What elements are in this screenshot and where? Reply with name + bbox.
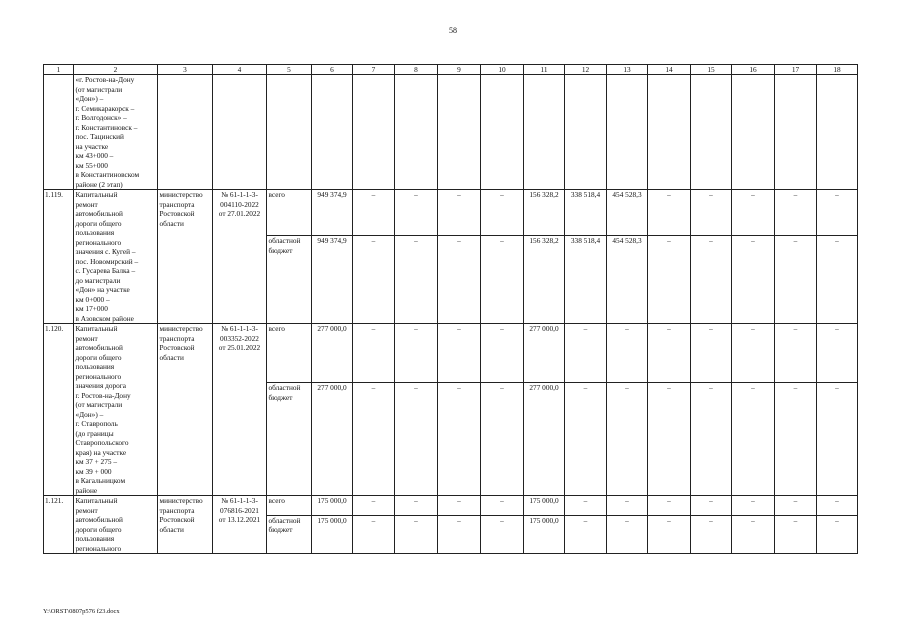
object-name: Капитальный ремонт автомобильной дороги общего пользования регионального значения с. Кугей – пос. Новомирский – с. Гусарева Балка – до магистрали «Дон» на участке км 0+000 – км 17+000 в Азовском районе [74,190,158,324]
amount-cell: – [353,515,395,553]
empty-cell [395,75,438,190]
amount-cell: – [481,236,524,324]
executor-name: министерство транспорта Ростовской области [158,496,213,554]
amount-cell: – [732,496,775,516]
column-number: 17 [775,65,817,75]
empty-cell [158,75,213,190]
amount-cell: – [565,383,607,496]
document-number: № 61-1-1-3- 076816-2021 от 13.12.2021 [213,496,267,554]
amount-cell: – [775,383,817,496]
amount-cell: – [395,383,438,496]
amount-cell: – [481,515,524,553]
amount-cell: 175 000,0 [524,496,565,516]
empty-cell [607,75,648,190]
amount-cell: – [607,496,648,516]
amount-cell: – [775,496,817,516]
amount-cell: – [648,236,691,324]
amount-cell: – [732,190,775,236]
amount-cell: 277 000,0 [524,383,565,496]
amount-cell: – [395,324,438,383]
executor-name: министерство транспорта Ростовской области [158,324,213,496]
empty-cell [817,75,858,190]
amount-cell: – [438,383,481,496]
empty-cell [481,75,524,190]
amount-cell: – [691,496,732,516]
amount-cell: – [607,324,648,383]
column-number: 1 [44,65,74,75]
footer-file-path: Y:\ORST\0807p576 f23.docx [43,608,120,615]
column-number: 13 [607,65,648,75]
amount-cell: – [353,190,395,236]
object-name: «г. Ростов-на-Дону (от магистрали «Дон») – г. Семикаракорск – г. Волгодонск» – г. Константиновск – пос. Тацинский на участке км 43+000 – км 55+000 в Константиновском районе (2 этап) [74,75,158,190]
column-number: 9 [438,65,481,75]
amount-cell: – [732,236,775,324]
empty-cell [44,75,74,190]
empty-cell [438,75,481,190]
amount-cell: – [438,515,481,553]
row-number: 1.120. [44,324,74,496]
document-number: № 61-1-1-3- 003352-2022 от 25.01.2022 [213,324,267,496]
amount-cell: – [775,515,817,553]
amount-cell: – [691,383,732,496]
column-number: 14 [648,65,691,75]
amount-cell: – [648,190,691,236]
amount-cell: – [817,190,858,236]
row-number: 1.121. [44,496,74,554]
table-row [44,324,858,383]
amount-cell: – [732,324,775,383]
amount-cell: – [565,496,607,516]
row-number: 1.119. [44,190,74,324]
amount-cell: – [353,383,395,496]
amount-cell: – [732,383,775,496]
object-name: Капитальный ремонт автомобильной дороги общего пользования регионального значения дорога г. Ростов-на-Дону (от магистрали «Дон») – г. Ставрополь (до границы Ставропольского края) на участке км 37 + 275 – км 39 + 000 в Кагальницком районе [74,324,158,496]
amount-cell: 338 518,4 [565,236,607,324]
amount-cell: 156 328,2 [524,190,565,236]
column-number: 7 [353,65,395,75]
amount-cell: – [438,236,481,324]
column-number: 6 [312,65,353,75]
amount-cell: 338 518,4 [565,190,607,236]
amount-cell: – [395,190,438,236]
amount-cell: – [438,496,481,516]
amount-cell: – [481,383,524,496]
column-number: 18 [817,65,858,75]
amount-cell: – [395,236,438,324]
table-row [44,190,858,236]
column-number: 5 [267,65,312,75]
table-row [44,75,858,190]
document-number: № 61-1-1-3- 004110-2022 от 27.01.2022 [213,190,267,324]
column-number: 10 [481,65,524,75]
amount-cell: – [648,383,691,496]
funding-source: всего [267,190,312,236]
amount-cell: – [817,515,858,553]
empty-cell [524,75,565,190]
amount-cell: – [648,515,691,553]
executor-name: министерство транспорта Ростовской области [158,190,213,324]
amount-cell: – [353,496,395,516]
amount-cell: 454 528,3 [607,190,648,236]
amount-cell: – [607,515,648,553]
funding-source: всего [267,324,312,383]
amount-cell: – [481,190,524,236]
column-number: 8 [395,65,438,75]
amount-cell: – [438,324,481,383]
amount-cell: – [817,324,858,383]
amount-cell: – [481,324,524,383]
funding-source: областной бюджет [267,515,312,553]
amount-cell: – [565,324,607,383]
column-number: 15 [691,65,732,75]
amount-cell: 175 000,0 [524,515,565,553]
empty-cell [312,75,353,190]
amount-cell: 175 000,0 [312,496,353,516]
amount-cell: 949 374,9 [312,190,353,236]
amount-cell: – [691,324,732,383]
amount-cell: – [395,515,438,553]
empty-cell [353,75,395,190]
amount-cell: 175 000,0 [312,515,353,553]
column-number: 2 [74,65,158,75]
amount-cell: 454 528,3 [607,236,648,324]
amount-cell: – [775,190,817,236]
amount-cell: – [817,496,858,516]
funding-source: всего [267,496,312,516]
column-number: 12 [565,65,607,75]
empty-cell [648,75,691,190]
amount-cell: 949 374,9 [312,236,353,324]
column-number: 11 [524,65,565,75]
column-number: 4 [213,65,267,75]
amount-cell: – [607,383,648,496]
empty-cell [691,75,732,190]
amount-cell: – [438,190,481,236]
table-row [44,496,858,516]
amount-cell: – [817,383,858,496]
amount-cell: – [648,324,691,383]
object-name: Капитальный ремонт автомобильной дороги общего пользования регионального [74,496,158,554]
budget-table [43,64,858,554]
amount-cell: 277 000,0 [312,324,353,383]
amount-cell: 156 328,2 [524,236,565,324]
amount-cell: – [481,496,524,516]
amount-cell: – [775,324,817,383]
empty-cell [213,75,267,190]
column-number: 16 [732,65,775,75]
funding-source: областной бюджет [267,383,312,496]
empty-cell [775,75,817,190]
page-number: 58 [449,26,457,35]
amount-cell: – [817,236,858,324]
amount-cell: – [732,515,775,553]
amount-cell: – [648,496,691,516]
amount-cell: – [691,515,732,553]
empty-cell [565,75,607,190]
empty-cell [267,75,312,190]
amount-cell: – [353,324,395,383]
amount-cell: – [775,236,817,324]
amount-cell: – [353,236,395,324]
amount-cell: – [691,190,732,236]
amount-cell: – [565,515,607,553]
amount-cell: – [395,496,438,516]
funding-source: областной бюджет [267,236,312,324]
amount-cell: 277 000,0 [524,324,565,383]
amount-cell: 277 000,0 [312,383,353,496]
column-number-row [44,65,858,75]
column-number: 3 [158,65,213,75]
empty-cell [732,75,775,190]
amount-cell: – [691,236,732,324]
